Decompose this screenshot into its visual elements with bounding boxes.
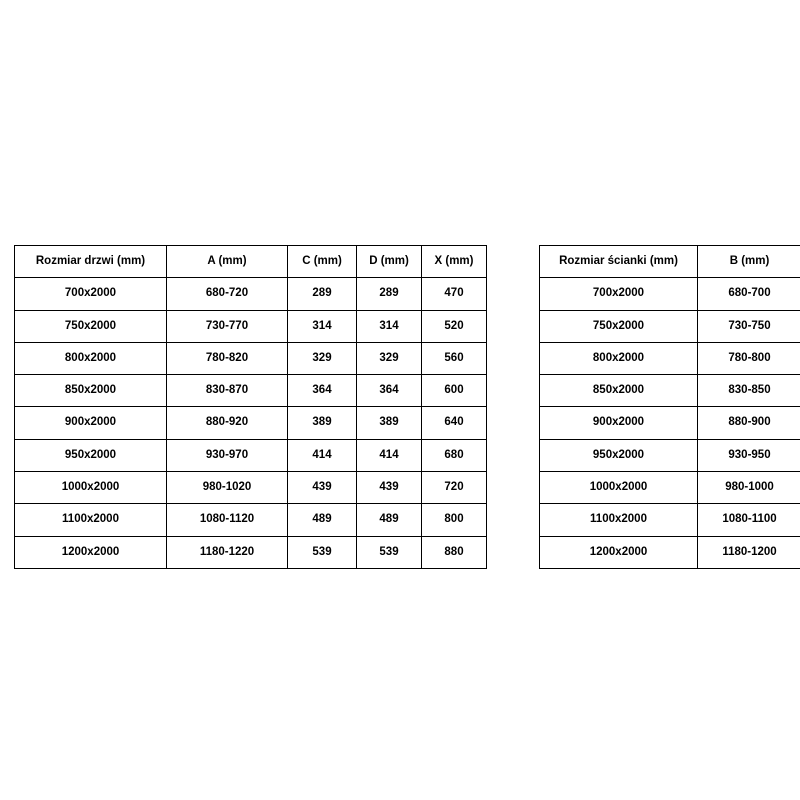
table-row xyxy=(540,504,800,536)
cell-b: 730-750 xyxy=(698,310,800,342)
cell-c: 329 xyxy=(288,342,357,374)
column-header-b: B (mm) xyxy=(698,246,800,278)
cell-a: 1080-1120 xyxy=(167,504,288,536)
table-row xyxy=(15,310,487,342)
cell-door-size: 900x2000 xyxy=(15,407,167,439)
table-row xyxy=(15,472,487,504)
cell-wall-size: 800x2000 xyxy=(540,342,698,374)
cell-a: 930-970 xyxy=(167,439,288,471)
cell-a: 830-870 xyxy=(167,375,288,407)
table-row xyxy=(540,439,800,471)
cell-d: 489 xyxy=(357,504,422,536)
cell-b: 980-1000 xyxy=(698,472,800,504)
cell-c: 314 xyxy=(288,310,357,342)
cell-wall-size: 1000x2000 xyxy=(540,472,698,504)
cell-b: 1180-1200 xyxy=(698,536,800,568)
cell-door-size: 800x2000 xyxy=(15,342,167,374)
cell-a: 1180-1220 xyxy=(167,536,288,568)
cell-c: 539 xyxy=(288,536,357,568)
cell-c: 439 xyxy=(288,472,357,504)
cell-x: 680 xyxy=(422,439,487,471)
cell-door-size: 1100x2000 xyxy=(15,504,167,536)
column-header-a: A (mm) xyxy=(167,246,288,278)
cell-wall-size: 1200x2000 xyxy=(540,536,698,568)
cell-door-size: 750x2000 xyxy=(15,310,167,342)
cell-wall-size: 950x2000 xyxy=(540,439,698,471)
table-row xyxy=(15,278,487,310)
cell-x: 560 xyxy=(422,342,487,374)
table-row xyxy=(540,536,800,568)
cell-d: 364 xyxy=(357,375,422,407)
cell-c: 414 xyxy=(288,439,357,471)
cell-a: 980-1020 xyxy=(167,472,288,504)
cell-c: 389 xyxy=(288,407,357,439)
cell-b: 830-850 xyxy=(698,375,800,407)
cell-x: 600 xyxy=(422,375,487,407)
cell-x: 880 xyxy=(422,536,487,568)
cell-d: 539 xyxy=(357,536,422,568)
column-header-x: X (mm) xyxy=(422,246,487,278)
table-row xyxy=(15,504,487,536)
cell-c: 364 xyxy=(288,375,357,407)
table-row xyxy=(15,407,487,439)
cell-a: 880-920 xyxy=(167,407,288,439)
cell-wall-size: 700x2000 xyxy=(540,278,698,310)
cell-d: 314 xyxy=(357,310,422,342)
table-row xyxy=(15,439,487,471)
cell-d: 414 xyxy=(357,439,422,471)
cell-x: 720 xyxy=(422,472,487,504)
cell-a: 730-770 xyxy=(167,310,288,342)
cell-b: 880-900 xyxy=(698,407,800,439)
cell-wall-size: 750x2000 xyxy=(540,310,698,342)
cell-d: 439 xyxy=(357,472,422,504)
cell-c: 489 xyxy=(288,504,357,536)
table-row xyxy=(15,536,487,568)
cell-wall-size: 1100x2000 xyxy=(540,504,698,536)
cell-d: 389 xyxy=(357,407,422,439)
table-row xyxy=(540,342,800,374)
cell-a: 780-820 xyxy=(167,342,288,374)
cell-x: 800 xyxy=(422,504,487,536)
table-row xyxy=(540,375,800,407)
cell-b: 780-800 xyxy=(698,342,800,374)
doors-dimensions-table xyxy=(14,245,487,569)
cell-b: 1080-1100 xyxy=(698,504,800,536)
wall-dimensions-table xyxy=(539,245,800,569)
tables-container xyxy=(0,245,800,569)
cell-d: 289 xyxy=(357,278,422,310)
cell-wall-size: 850x2000 xyxy=(540,375,698,407)
cell-door-size: 850x2000 xyxy=(15,375,167,407)
cell-b: 680-700 xyxy=(698,278,800,310)
table-row xyxy=(540,310,800,342)
cell-door-size: 1000x2000 xyxy=(15,472,167,504)
cell-a: 680-720 xyxy=(167,278,288,310)
cell-door-size: 1200x2000 xyxy=(15,536,167,568)
column-header-c: C (mm) xyxy=(288,246,357,278)
cell-door-size: 950x2000 xyxy=(15,439,167,471)
cell-c: 289 xyxy=(288,278,357,310)
column-header-d: D (mm) xyxy=(357,246,422,278)
table-row xyxy=(15,342,487,374)
cell-x: 470 xyxy=(422,278,487,310)
column-header-door-size: Rozmiar drzwi (mm) xyxy=(15,246,167,278)
table-header-row xyxy=(15,246,487,278)
table-row xyxy=(540,278,800,310)
table-row xyxy=(540,472,800,504)
cell-x: 640 xyxy=(422,407,487,439)
table-header-row xyxy=(540,246,800,278)
cell-d: 329 xyxy=(357,342,422,374)
cell-x: 520 xyxy=(422,310,487,342)
cell-b: 930-950 xyxy=(698,439,800,471)
table-row xyxy=(15,375,487,407)
cell-door-size: 700x2000 xyxy=(15,278,167,310)
column-header-wall-size: Rozmiar ścianki (mm) xyxy=(540,246,698,278)
cell-wall-size: 900x2000 xyxy=(540,407,698,439)
table-row xyxy=(540,407,800,439)
